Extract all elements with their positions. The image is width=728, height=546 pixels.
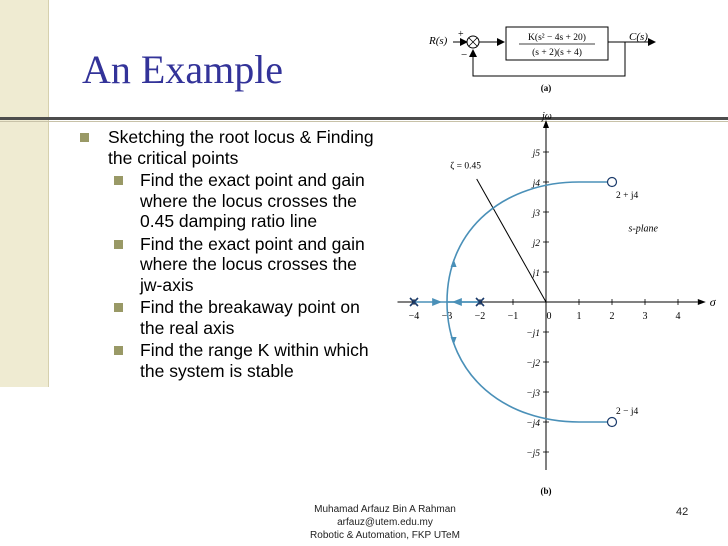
x-tick-label: 1 <box>576 311 582 322</box>
locus-arrow-icon <box>452 298 462 306</box>
zero-marker-upper <box>608 178 617 187</box>
y-axis-label: jω <box>542 111 552 122</box>
y-tick-label: −j3 <box>526 389 540 399</box>
zeta-label: ζ = 0.45 <box>450 161 481 172</box>
x-axis-arrow-icon <box>698 299 706 305</box>
control-figure <box>391 20 721 498</box>
bullet-text: Sketching the root locus & Finding the critical points <box>108 127 374 168</box>
decorative-left-bar <box>0 0 48 387</box>
block-diagram <box>428 27 655 93</box>
x-tick-label: 3 <box>642 311 648 322</box>
x-tick-label: 2 <box>609 311 615 322</box>
sub-bullet-item <box>70 234 380 296</box>
y-tick-label: −j2 <box>526 359 540 369</box>
slide-footer <box>290 503 480 542</box>
slide-title: An Example <box>82 47 284 92</box>
locus-arrow-icon <box>432 298 442 306</box>
locus-branch-upper <box>447 182 612 302</box>
bullet-square-icon <box>114 240 123 249</box>
tf-denominator: (s + 2)(s + 4) <box>532 48 582 58</box>
bullet-text: Find the range K within which the system is stable <box>140 340 369 381</box>
footer-email: arfauz@utem.edu.my <box>337 517 433 528</box>
y-tick-label: j3 <box>532 209 540 219</box>
x-tick-label: 4 <box>675 311 681 322</box>
sub-bullet-item <box>70 170 380 232</box>
bullet-text: Find the exact point and gain where the locus crosses the jw-axis <box>140 233 365 295</box>
x-tick-label: 0 <box>546 311 552 322</box>
caption-b: (b) <box>540 486 552 496</box>
bullet-square-icon <box>114 303 123 312</box>
tf-numerator: K(s² − 4s + 20) <box>528 33 586 43</box>
plane-label: s-plane <box>628 223 658 235</box>
bullet-square-icon <box>114 346 123 355</box>
caption-a: (a) <box>540 83 552 93</box>
minus-sign: − <box>461 49 468 61</box>
y-tick-label: −j5 <box>526 449 540 459</box>
plus-sign: + <box>458 29 464 40</box>
x-tick-label: −4 <box>408 311 420 322</box>
output-label: C(s) <box>629 31 648 43</box>
y-tick-label: j5 <box>532 149 540 159</box>
y-tick-label: −j1 <box>526 329 540 339</box>
y-tick-label: j4 <box>532 179 540 189</box>
sub-bullet-item <box>70 297 380 338</box>
bullet-item <box>70 127 380 168</box>
decorative-left-bar-edge <box>48 0 49 387</box>
input-label: R(s) <box>429 35 448 47</box>
footer-author: Muhamad Arfauz Bin A Rahman <box>314 504 456 515</box>
bullet-square-icon <box>80 133 89 142</box>
zero-marker-lower <box>608 418 617 427</box>
x-tick-label: −3 <box>441 311 453 322</box>
bullet-list <box>70 127 380 381</box>
y-tick-label: −j4 <box>526 419 540 429</box>
y-tick-label: j2 <box>532 239 540 249</box>
root-locus-plot <box>398 111 717 496</box>
bullet-text: Find the exact point and gain where the locus crosses the 0.45 damping ratio line <box>140 170 365 231</box>
sub-bullet-item <box>70 340 380 381</box>
zero-label-upper: 2 + j4 <box>616 191 639 201</box>
page-number: 42 <box>676 506 689 518</box>
x-tick-label: −2 <box>474 311 486 322</box>
x-tick-label: −1 <box>507 311 519 322</box>
bullet-square-icon <box>114 176 123 185</box>
bullet-text: Find the breakaway point on the real axis <box>140 297 360 338</box>
locus-arrow-icon <box>451 259 457 267</box>
zero-label-lower: 2 − j4 <box>616 407 639 417</box>
x-axis-label: σ <box>709 295 716 309</box>
locus-arrow-icon <box>451 337 457 345</box>
y-tick-label: j1 <box>532 269 540 279</box>
footer-affiliation: Robotic & Automation, FKP UTeM <box>310 530 460 541</box>
